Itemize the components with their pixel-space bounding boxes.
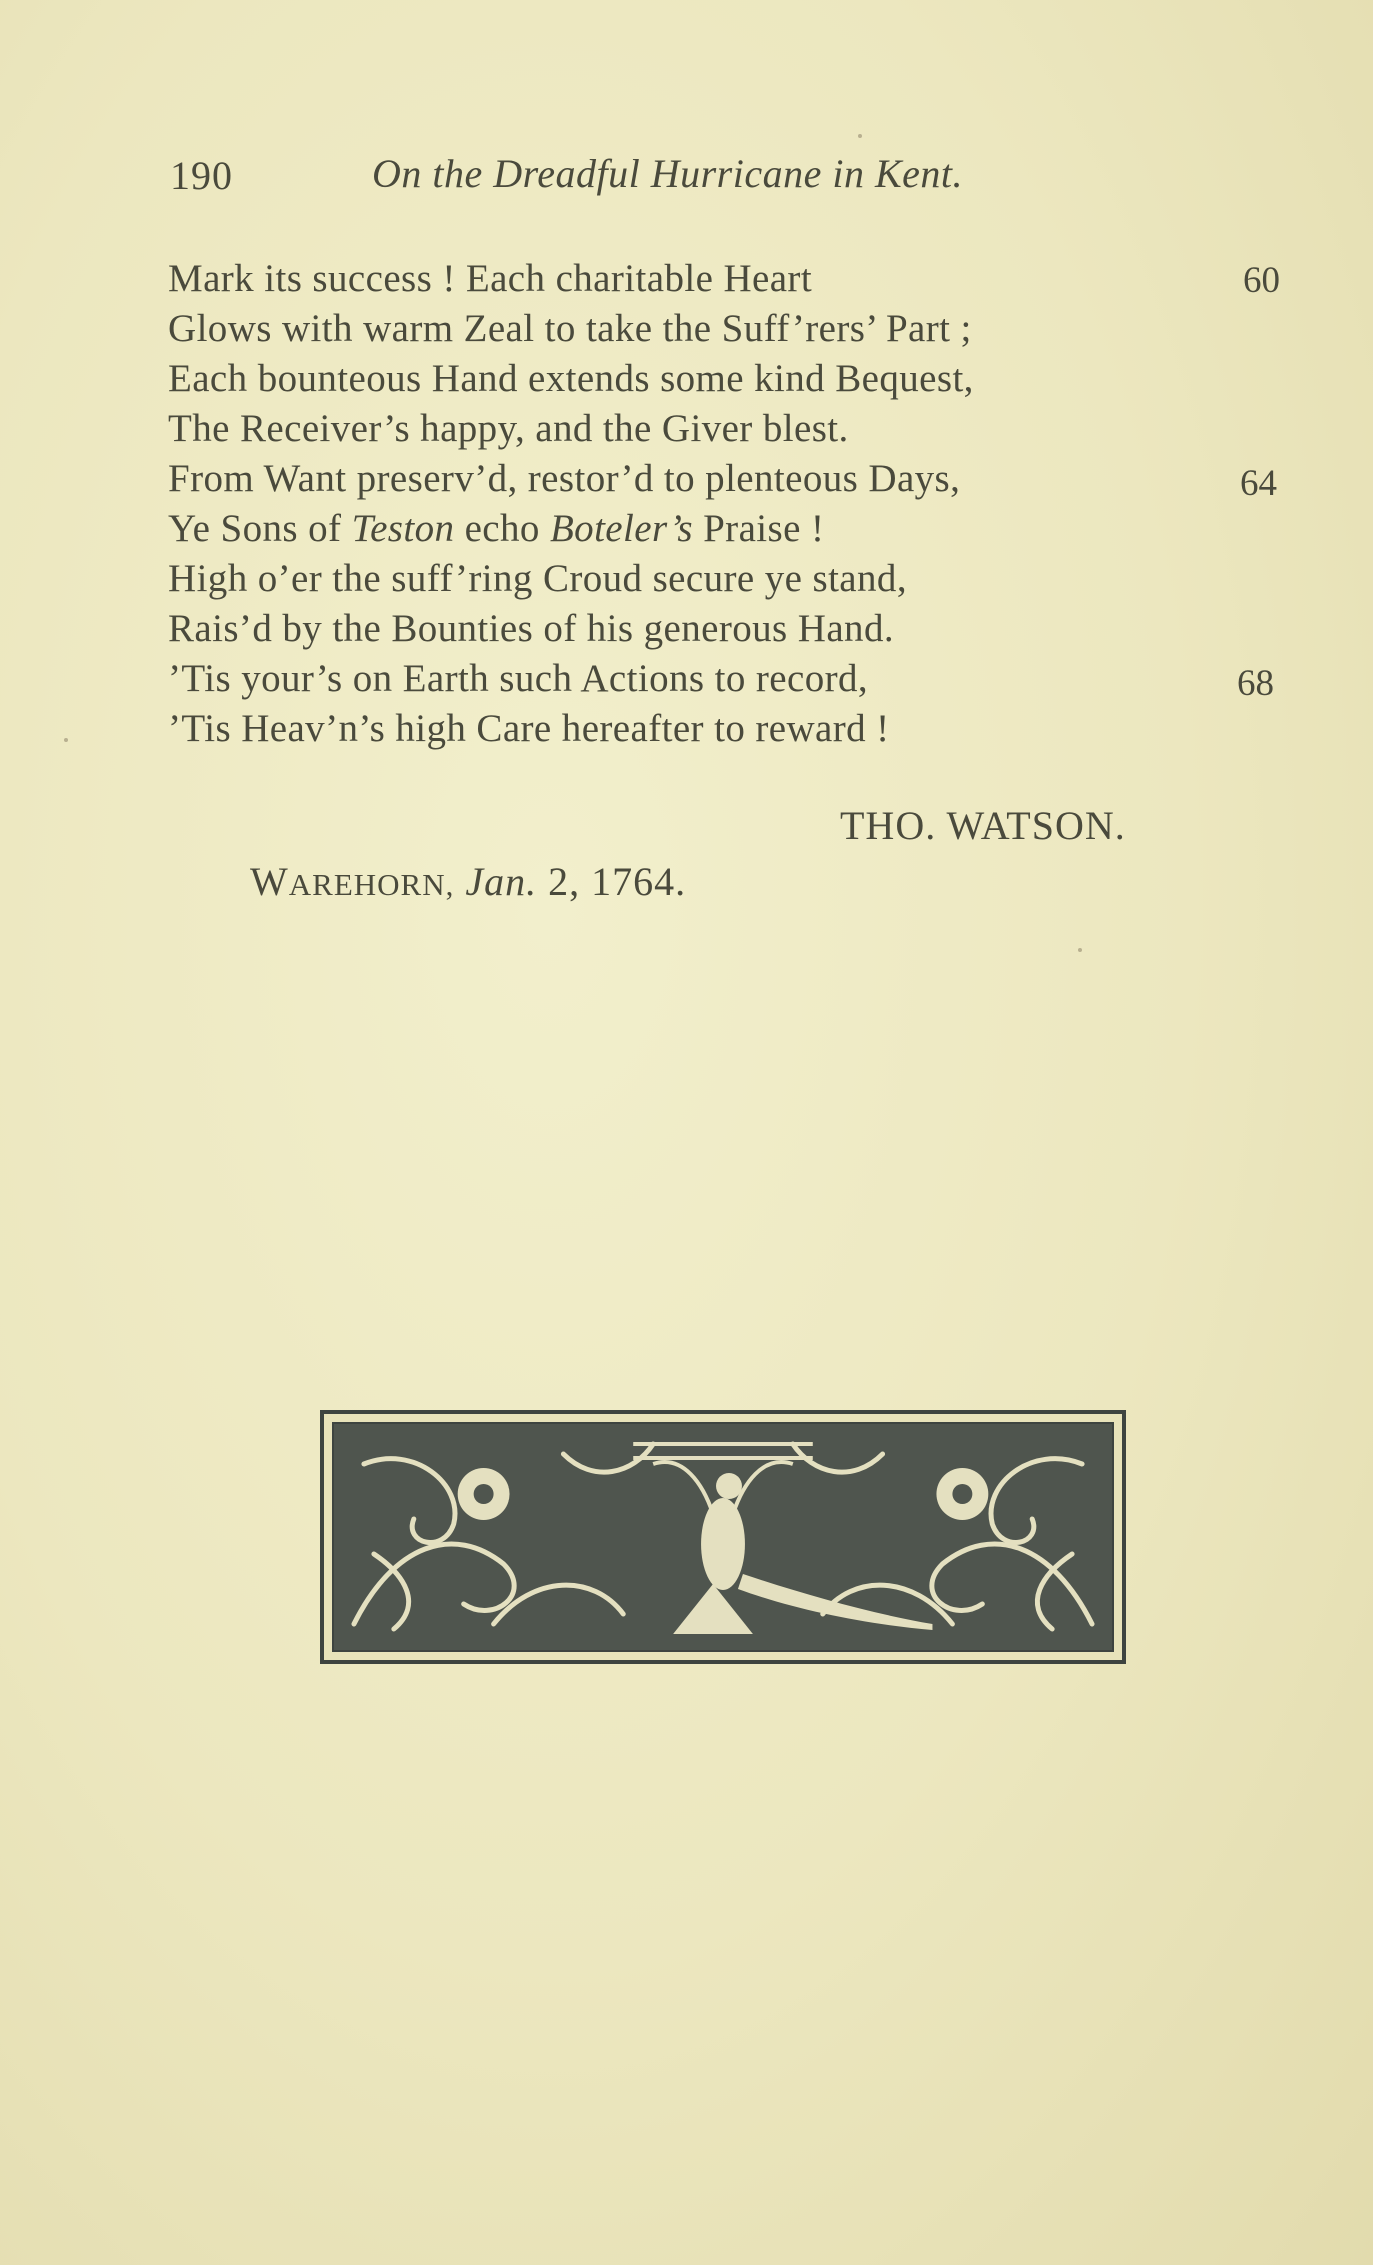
person-name-boteler: Boteler’s xyxy=(549,507,693,550)
line-number: 60 xyxy=(1243,260,1280,301)
verse-line: Each bounteous Hand extends some kind Bequest, xyxy=(168,357,974,400)
line-number: 68 xyxy=(1237,663,1274,704)
paper-speck xyxy=(64,738,68,742)
verse-line: High o’er the suff’ring Croud secure ye stand, xyxy=(168,557,907,600)
line-number: 64 xyxy=(1240,463,1277,504)
paper-speck xyxy=(858,134,862,138)
verse-line: Glows with warm Zeal to take the Suff’rers’ Part ; xyxy=(168,307,972,350)
dateline-place-initial: W xyxy=(250,859,289,904)
verse-text: echo xyxy=(454,507,550,550)
verse-line: The Receiver’s happy, and the Giver blest. xyxy=(168,407,849,450)
verse-line: Mark its success ! Each charitable Heart xyxy=(168,257,813,300)
verse-line: ’Tis your’s on Earth such Actions to record, xyxy=(168,657,869,700)
dateline xyxy=(250,858,686,905)
verse-line xyxy=(168,506,824,551)
ornament-panel xyxy=(332,1422,1114,1652)
floral-bird-tailpiece-icon xyxy=(320,1410,1126,1664)
dateline-place: AREHORN, xyxy=(288,867,455,902)
running-title: On the Dreadful Hurricane in Kent. xyxy=(372,151,964,196)
verse-line: ’Tis Heav’n’s high Care hereafter to reward ! xyxy=(168,707,890,750)
verse-line: From Want preserv’d, restor’d to plenteous Days, xyxy=(168,457,961,500)
place-name-teston: Teston xyxy=(351,507,455,550)
ornament-artwork xyxy=(334,1424,1112,1650)
page-number: 190 xyxy=(170,153,233,198)
paper-speck xyxy=(1078,948,1082,952)
verse-text: Ye Sons of xyxy=(168,507,352,550)
verse-text: Praise ! xyxy=(692,507,825,550)
verse-line: Rais’d by the Bounties of his generous Hand. xyxy=(168,607,894,650)
signature: THO. WATSON. xyxy=(840,803,1126,848)
dateline-date: 2, 1764. xyxy=(537,859,687,904)
dateline-month: Jan. xyxy=(465,859,538,904)
